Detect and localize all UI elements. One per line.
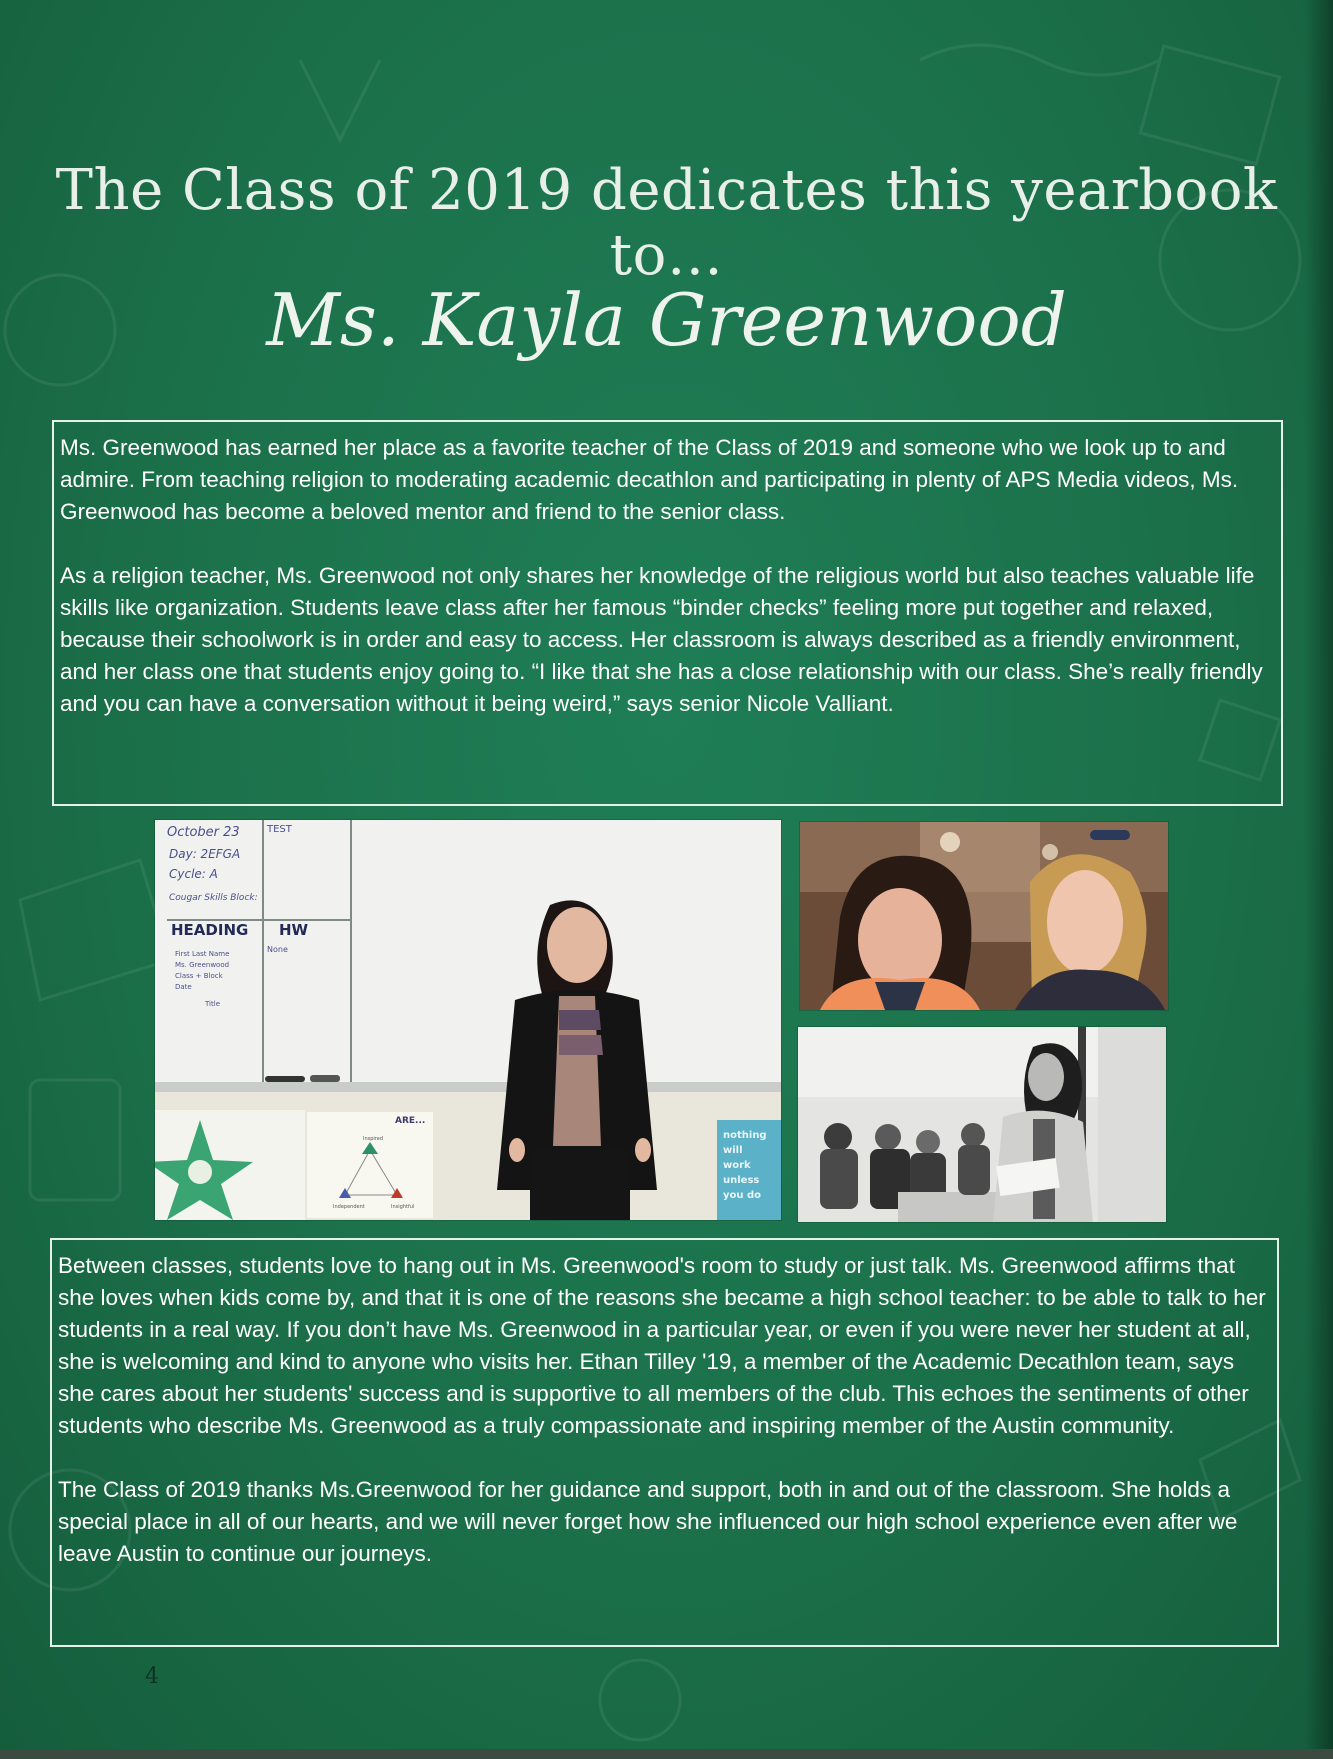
closing-paragraph: Between classes, students love to hang out in Ms. Greenwood's room to study or just talk. Ms. Greenwood affirms that she loves when kids come by, and that it is one of the reasons she became a high school teacher: to be able to talk to her students in a real way. If you don’t have Ms. Greenwood in a particular year, or even if you were never her student at all, she is welcoming and kind to anyone who visits her. Ethan Tilley '19, a member of the Academic Decathlon team, says she cares about her students' success and is supportive to all members of the club. This echoes the sentiments of other students who describe Ms. Greenwood as a truly compassionate and inspiring member of the Austin community.	[58, 1253, 1266, 1438]
teaching-class-photo	[798, 1027, 1166, 1222]
dedication-title: The Class of 2019 dedicates this yearbook to…	[55, 158, 1278, 288]
whiteboard-heading: HEADING	[171, 921, 249, 939]
intro-text-box	[52, 420, 1283, 806]
poster-label: Insightful	[391, 1204, 415, 1210]
closing-paragraph: The Class of 2019 thanks Ms.Greenwood for her guidance and support, both in and out of the classroom. She holds a special place in all of our hearts, and we will never forget how she influenced our high school experience even after we leave Austin to continue our journeys.	[58, 1477, 1238, 1566]
page-bottom-edge	[0, 1749, 1333, 1759]
intro-paragraph: As a religion teacher, Ms. Greenwood not only shares her knowledge of the religious world but also teaches valuable life skills like organization. Students leave class after her famous “binder checks” feeling more put together and relaxed, because their schoolwork is in order and easy to access. Her classroom is always described as a friendly environment, and her class one that students enjoy going to. “I like that she has a close relationship with our class. She’s really friendly and you can have a conversation without it being weird,” says senior Nicole Valliant.	[60, 563, 1263, 716]
intro-paragraph: Ms. Greenwood has earned her place as a favorite teacher of the Class of 2019 and someone who we look up to and admire. From teaching religion to moderating academic decathlon and participating in plenty of APS Media videos, Ms. Greenwood has become a beloved mentor and friend to the senior class.	[60, 435, 1239, 524]
page-number: 4	[145, 1664, 159, 1689]
page-binding-shadow	[1305, 0, 1333, 1759]
poster-line: you do	[723, 1190, 762, 1201]
poster-label: Independent	[333, 1204, 365, 1210]
whiteboard-heading-line: First Last Name	[175, 950, 230, 958]
poster-label: Inspired	[363, 1136, 384, 1142]
whiteboard-date: October 23	[167, 825, 240, 840]
whiteboard-heading-line: Date	[175, 983, 192, 991]
whiteboard-day: Day: 2EFGA	[169, 847, 241, 861]
whiteboard-heading-line: Class + Block	[175, 972, 223, 980]
closing-text-box	[50, 1238, 1279, 1647]
whiteboard-title-line: Title	[205, 1000, 221, 1008]
poster-line: unless	[723, 1175, 760, 1186]
whiteboard-hw: HW	[279, 921, 309, 939]
whiteboard-test: TEST	[267, 824, 292, 835]
poster-line: work	[723, 1160, 751, 1171]
whiteboard-cycle: Cycle: A	[169, 867, 218, 881]
whiteboard-none: None	[267, 945, 288, 954]
honoree-name: Ms. Kayla Greenwood	[266, 278, 1067, 362]
whiteboard-block: Cougar Skills Block:	[169, 893, 258, 903]
poster-line: nothing	[723, 1130, 767, 1141]
classroom-photo	[155, 820, 781, 1220]
teachers-portrait-photo	[800, 822, 1168, 1010]
poster-are-text: ARE...	[395, 1116, 426, 1126]
whiteboard-heading-line: Ms. Greenwood	[175, 961, 230, 969]
poster-line: will	[723, 1145, 743, 1156]
